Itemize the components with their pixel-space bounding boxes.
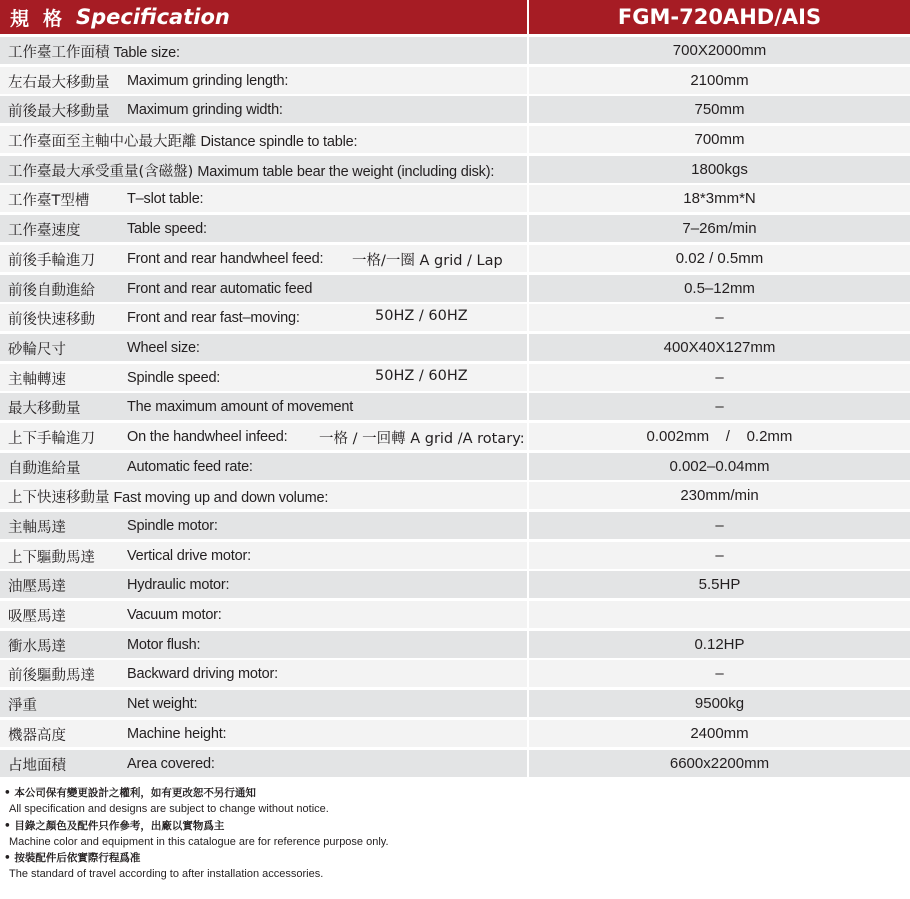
spec-value: 0.02 / 0.5mm [529, 245, 910, 272]
note-en: All specification and designs are subject to change without notice. [9, 803, 329, 816]
header-title [0, 0, 527, 34]
spec-value: 18*3mm*N [529, 185, 910, 212]
spec-label-zh: 前後快速移動 [8, 312, 95, 329]
note-zh: • 本公司保有變更設計之權利，如有更改恕不另行通知 [4, 787, 256, 799]
spec-row [0, 512, 910, 539]
spec-label-extra: 一格/一圈 A grid / Lap [352, 252, 503, 269]
note-zh: • 目錄之顏色及配件只作參考，出廠以實物爲主 [4, 819, 225, 832]
spec-label-zh: 上下手輪進刀 [8, 430, 95, 447]
spec-row [0, 631, 910, 658]
spec-label-cell [0, 334, 527, 361]
spec-label-en: Maximum grinding width: [127, 102, 283, 119]
spec-value: 230mm/min [529, 482, 910, 509]
spec-row [0, 690, 910, 717]
note-en: Machine color and equipment in this catalogue are for reference purpose only. [9, 835, 389, 848]
spec-label-zh: 衝水馬達 [8, 638, 66, 655]
spec-label-cell [0, 364, 527, 391]
spec-label-en: Fast moving up and down volume: [113, 490, 329, 507]
spec-label-en: Motor flush: [127, 636, 201, 653]
spec-label-cell [0, 185, 527, 212]
spec-label-zh: 最大移動量 [8, 401, 81, 418]
spec-label-cell [0, 126, 527, 153]
spec-label-en: Table speed: [127, 221, 207, 238]
spec-label-cell [0, 96, 527, 123]
spec-label-cell [0, 275, 527, 302]
spec-value: 7–26m/min [529, 215, 910, 242]
spec-row [0, 571, 910, 598]
spec-label-en: Net weight: [127, 696, 198, 713]
spec-label-cell [0, 482, 527, 509]
spec-label-en: Maximum grinding length: [127, 72, 289, 89]
spec-row [0, 185, 910, 212]
spec-row [0, 304, 910, 331]
spec-row [0, 275, 910, 302]
spec-label-zh: 機器高度 [8, 727, 66, 744]
spec-row [0, 453, 910, 480]
spec-label-zh: 前後最大移動量 [8, 104, 110, 121]
spec-label-zh: 工作臺T型槽 [8, 193, 90, 210]
spec-row [0, 364, 910, 391]
spec-table [0, 37, 910, 779]
spec-row [0, 215, 910, 242]
spec-label-zh: 工作臺最大承受重量(含磁盤) [8, 163, 194, 180]
spec-label-cell [0, 542, 527, 569]
spec-label-zh: 占地面積 [8, 757, 66, 774]
spec-label-cell [0, 215, 527, 242]
spec-label-line [8, 41, 180, 62]
spec-label-cell [0, 750, 527, 777]
spec-label-zh: 淨重 [8, 698, 37, 715]
notes [4, 785, 389, 883]
spec-label-en: Spindle speed: [127, 369, 221, 386]
spec-label-cell [0, 37, 527, 64]
spec-row [0, 660, 910, 687]
spec-value: – [529, 512, 910, 539]
spec-label-cell [0, 660, 527, 687]
spec-row [0, 482, 910, 509]
note-zh: • 按裝配件后依實際行程爲准 [4, 852, 141, 865]
spec-label-extra: 一格 / 一回轉 A grid /A rotary: [319, 430, 525, 447]
spec-label-zh: 主軸馬達 [8, 520, 66, 536]
spec-label-cell [0, 571, 527, 598]
spec-row [0, 126, 910, 153]
spec-label-en: The maximum amount of movement [127, 399, 354, 416]
spec-label-extra: 50HZ / 60HZ [375, 367, 468, 384]
spec-label-zh: 油壓馬達 [8, 579, 66, 596]
spec-value [529, 601, 910, 628]
spec-value: 400X40X127mm [529, 334, 910, 361]
spec-label-en: Spindle motor: [127, 518, 218, 534]
spec-label-en: Vertical drive motor: [127, 547, 251, 564]
spec-value: 700X2000mm [529, 37, 910, 64]
spec-value: – [529, 304, 910, 331]
spec-value: 0.002mm / 0.2mm [529, 423, 910, 450]
spec-label-cell [0, 601, 527, 628]
spec-value: 0.5–12mm [529, 275, 910, 302]
spec-label-en: Maximum table bear the weight (including disk): [197, 163, 495, 180]
spec-label-zh: 自動進給量 [8, 460, 81, 477]
model-name: FGM-720AHD/AIS [529, 0, 910, 34]
spec-label-extra: 50HZ / 60HZ [375, 308, 468, 325]
spec-row [0, 601, 910, 628]
spec-row [0, 334, 910, 361]
spec-label-cell [0, 631, 527, 658]
spec-label-cell [0, 245, 527, 272]
spec-label-en: Hydraulic motor: [127, 577, 230, 594]
spec-label-cell [0, 512, 527, 539]
spec-label-en: Front and rear handwheel feed: [127, 250, 324, 267]
spec-label-line [8, 130, 357, 151]
header-title-en: Specification [76, 5, 230, 29]
spec-label-cell [0, 156, 527, 183]
spec-label-zh: 工作臺面至主軸中心最大距離 [8, 134, 197, 151]
spec-label-zh: 主軸轉速 [8, 371, 66, 388]
note-en: The standard of travel according to after installation accessories. [9, 868, 324, 881]
spec-row [0, 67, 910, 94]
spec-row [0, 96, 910, 123]
spec-value: 0.12HP [529, 631, 910, 658]
spec-label-cell [0, 67, 527, 94]
spec-row [0, 542, 910, 569]
spec-label-en: On the handwheel infeed: [127, 428, 288, 445]
spec-label-zh: 前後手輪進刀 [8, 252, 95, 269]
spec-row [0, 750, 910, 777]
spec-value: – [529, 393, 910, 420]
spec-label-cell [0, 393, 527, 420]
spec-label-line [8, 486, 328, 507]
spec-label-cell [0, 423, 527, 450]
spec-value: 700mm [529, 126, 910, 153]
spec-value: 6600x2200mm [529, 750, 910, 777]
spec-row [0, 393, 910, 420]
spec-label-cell [0, 690, 527, 717]
spec-label-en: Area covered: [127, 755, 215, 772]
spec-label-en: Front and rear fast–moving: [127, 310, 300, 327]
spec-value: 5.5HP [529, 571, 910, 598]
spec-label-en: Vacuum motor: [127, 607, 222, 624]
spec-value: 1800kgs [529, 156, 910, 183]
spec-label-cell [0, 304, 527, 331]
spec-label-en: Front and rear automatic feed [127, 280, 313, 297]
spec-label-zh: 上下驅動馬達 [8, 549, 95, 566]
spec-value: – [529, 364, 910, 391]
spec-value: 750mm [529, 96, 910, 123]
spec-label-zh: 前後驅動馬達 [8, 668, 95, 685]
spec-row [0, 423, 910, 450]
spec-label-zh: 上下快速移動量 [8, 490, 110, 507]
spec-value: – [529, 542, 910, 569]
spec-header [0, 0, 910, 34]
spec-label-en: Distance spindle to table: [200, 134, 358, 151]
spec-label-en: Wheel size: [127, 339, 200, 356]
spec-value: 2100mm [529, 67, 910, 94]
spec-label-en: Machine height: [127, 725, 227, 742]
spec-value: 2400mm [529, 720, 910, 747]
spec-label-zh: 吸壓馬達 [8, 609, 66, 626]
spec-row [0, 37, 910, 64]
header-title-zh: 規格 [10, 7, 77, 30]
spec-label-cell [0, 453, 527, 480]
spec-value: 0.002–0.04mm [529, 453, 910, 480]
spec-label-en: Table size: [113, 45, 180, 61]
spec-label-zh: 前後自動進給 [8, 282, 95, 299]
spec-label-zh: 工作臺速度 [8, 223, 81, 240]
spec-label-en: Automatic feed rate: [127, 458, 253, 475]
spec-label-zh: 左右最大移動量 [8, 74, 110, 91]
spec-label-zh: 砂輪尺寸 [8, 341, 66, 358]
spec-value: – [529, 660, 910, 687]
spec-label-en: T–slot table: [127, 191, 204, 208]
spec-row [0, 156, 910, 183]
spec-label-line [8, 160, 494, 181]
spec-label-zh: 工作臺工作面積 [8, 45, 110, 61]
spec-label-cell [0, 720, 527, 747]
spec-value: 9500kg [529, 690, 910, 717]
spec-row [0, 245, 910, 272]
spec-row [0, 720, 910, 747]
spec-label-en: Backward driving motor: [127, 666, 278, 683]
